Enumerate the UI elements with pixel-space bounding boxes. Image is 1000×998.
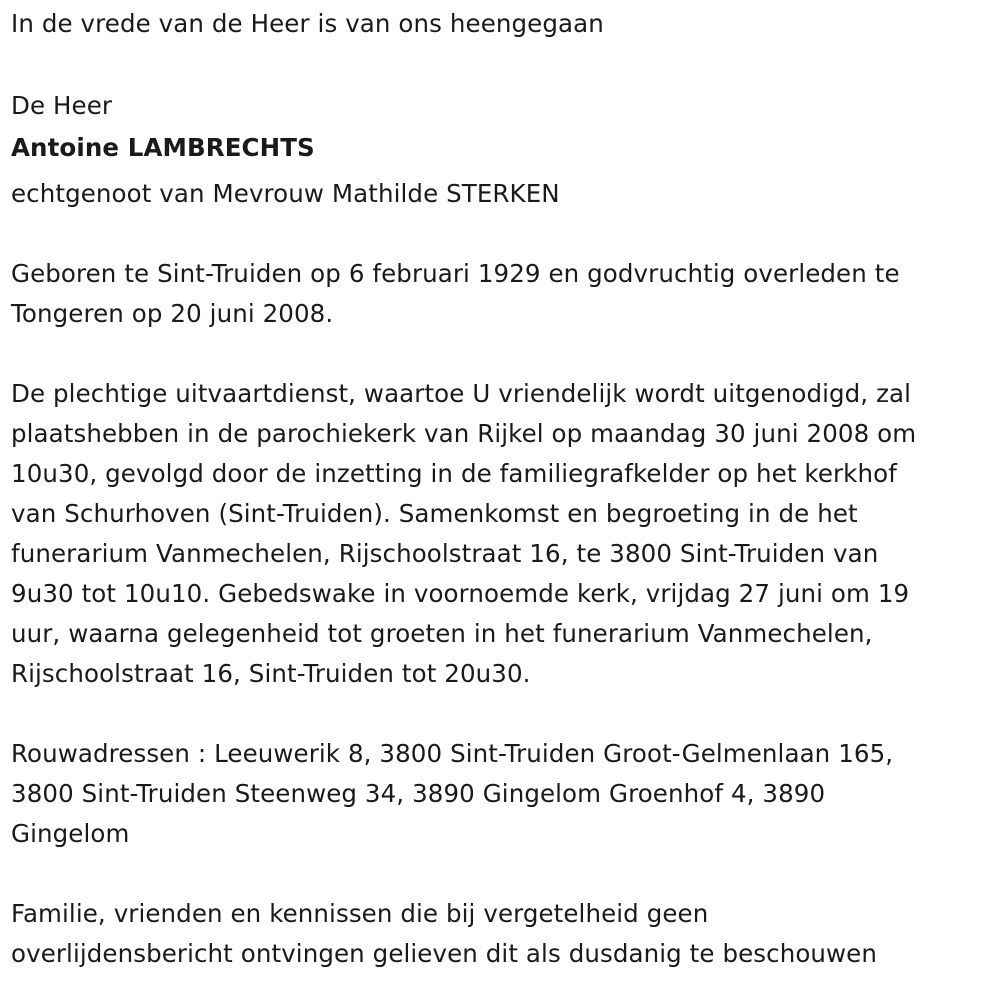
funeral-line: 9u30 tot 10u10. Gebedswake in voornoemde kerk, vrijdag 27 juni om 19	[11, 579, 910, 608]
funeral-line: funerarium Vanmechelen, Rijschoolstraat 16, te 3800 Sint-Truiden van	[11, 539, 879, 568]
spacer	[11, 334, 986, 374]
closing-line: overlijdensbericht ontvingen gelieven dit als dusdanig te beschouwen	[11, 939, 877, 968]
intro-text: In de vrede van de Heer is van ons heengegaan	[11, 9, 604, 38]
birth-death-line: Tongeren op 20 juni 2008.	[11, 299, 334, 328]
birth-death-paragraph	[11, 254, 986, 334]
funeral-line: De plechtige uitvaartdienst, waartoe U vriendelijk wordt uitgenodigd, zal	[11, 379, 912, 408]
closing-line: Familie, vrienden en kennissen die bij vergetelheid geen	[11, 899, 709, 928]
address-line: 3800 Sint-Truiden Steenweg 34, 3890 Gingelom Groenhof 4, 3890	[11, 779, 826, 808]
salutation: De Heer	[11, 91, 113, 120]
spacer	[11, 694, 986, 734]
address-line: Gingelom	[11, 819, 130, 848]
deceased-name: Antoine LAMBRECHTS	[11, 133, 315, 162]
funeral-line: uur, waarna gelegenheid tot groeten in het funerarium Vanmechelen,	[11, 619, 873, 648]
funeral-paragraph	[11, 374, 986, 694]
obituary-notice	[11, 4, 986, 974]
address-line: Rouwadressen : Leeuwerik 8, 3800 Sint-Truiden Groot-Gelmenlaan 165,	[11, 739, 894, 768]
spacer	[11, 854, 986, 894]
closing-paragraph	[11, 894, 986, 974]
birth-death-line: Geboren te Sint-Truiden op 6 februari 1929 en godvruchtig overleden te	[11, 259, 900, 288]
addresses-paragraph	[11, 734, 986, 854]
spacer	[11, 44, 986, 84]
funeral-line: Rijschoolstraat 16, Sint-Truiden tot 20u30.	[11, 659, 531, 688]
funeral-line: plaatshebben in de parochiekerk van Rijkel op maandag 30 juni 2008 om	[11, 419, 917, 448]
spacer	[11, 214, 986, 254]
funeral-line: 10u30, gevolgd door de inzetting in de familiegrafkelder op het kerkhof	[11, 459, 897, 488]
funeral-line: van Schurhoven (Sint-Truiden). Samenkomst en begroeting in de het	[11, 499, 858, 528]
spouse-line: echtgenoot van Mevrouw Mathilde STERKEN	[11, 179, 560, 208]
